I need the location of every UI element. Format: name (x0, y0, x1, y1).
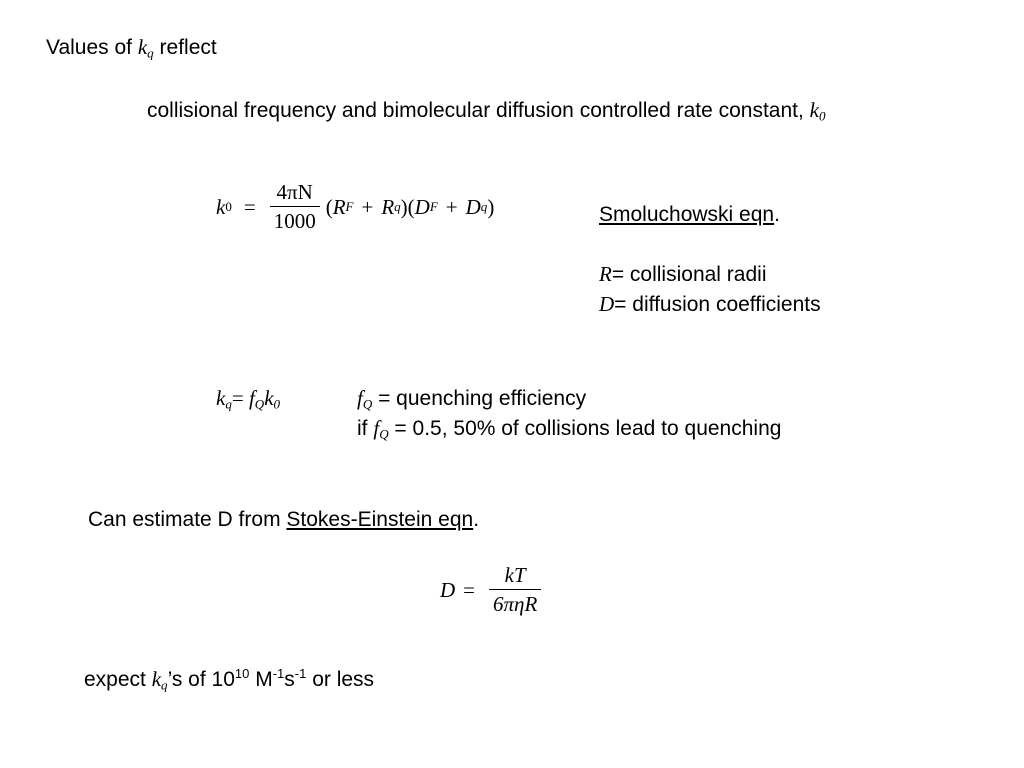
r-symbol: R (381, 194, 395, 219)
denominator: 6πηR (493, 592, 538, 616)
exponent: 10 (234, 666, 250, 682)
k-symbol: k (151, 667, 162, 691)
text: ’s of 10 (167, 668, 235, 691)
f-symbol: f (373, 416, 380, 440)
d-symbol: D (465, 194, 481, 219)
q-subscript: q (147, 45, 154, 61)
text: = quenching efficiency (372, 387, 587, 410)
text: if (357, 417, 374, 440)
d-symbol: D (414, 194, 430, 219)
fq-definition (357, 386, 587, 412)
definition-d (599, 294, 821, 315)
fraction (489, 565, 541, 615)
q-subscript: q (161, 677, 168, 693)
f-symbol: f (248, 386, 255, 410)
text: = 0.5, 50% of collisions lead to quenching (388, 417, 782, 440)
text: Can estimate D from (88, 508, 287, 531)
equals-sign: = (231, 386, 249, 410)
estimate-line (88, 509, 479, 530)
q-subscript: Q (379, 426, 389, 442)
expect-line (84, 666, 375, 693)
text: M (249, 668, 273, 691)
numerator: kT (504, 563, 526, 587)
zero-subscript: 0 (273, 396, 281, 412)
f-symbol: f (357, 386, 363, 410)
text: Values of (46, 36, 138, 59)
text: collisional frequency and bimolecular diffusion controlled rate constant, (147, 99, 810, 122)
line-collisional-frequency (147, 98, 826, 124)
definition-r (599, 264, 767, 285)
stokes-einstein-link[interactable]: Stokes-Einstein eqn (286, 508, 474, 531)
k-symbol: k (264, 386, 274, 410)
paren: )( (400, 194, 415, 219)
fq-example (357, 416, 782, 442)
smoluchowski-label (599, 204, 780, 225)
text: = diffusion coefficients (614, 293, 821, 316)
denominator: 1000 (273, 209, 316, 233)
text: or less (306, 668, 375, 691)
r-symbol: R (599, 262, 612, 286)
equals-sign: = (463, 577, 476, 602)
kq-equation (216, 386, 281, 412)
plus-sign: + (445, 194, 458, 219)
smoluchowski-equation: k 0 = $\frac{4\pi N}{1000}$ ( R F + R q )( D F + D q ) (216, 180, 495, 233)
text: expect (84, 668, 152, 691)
plus-sign: + (361, 194, 374, 219)
exponent: -1 (294, 666, 307, 682)
smoluchowski-link[interactable]: Smoluchowski eqn (599, 203, 775, 226)
paren: ) (487, 194, 495, 219)
equals-sign: = (243, 194, 256, 219)
stokes-einstein-equation (440, 565, 547, 615)
k-symbol: k (216, 194, 226, 219)
q-subscript: Q (254, 396, 265, 412)
text: reflect (153, 36, 217, 59)
paren: ( (325, 194, 333, 219)
exponent: -1 (272, 666, 285, 682)
period: . (473, 508, 480, 531)
d-symbol: D (440, 577, 456, 602)
fraction (270, 182, 320, 232)
r-symbol: R (332, 194, 346, 219)
k-symbol: k (137, 35, 148, 59)
text: = collisional radii (611, 263, 767, 286)
text: s (284, 668, 295, 691)
q-subscript: q (225, 396, 232, 412)
q-subscript: Q (362, 396, 373, 412)
zero-subscript: 0 (819, 108, 826, 124)
period: . (774, 203, 780, 226)
k-symbol: k (216, 386, 226, 410)
d-symbol: D (599, 292, 615, 316)
k-symbol: k (809, 98, 819, 122)
numerator: 4πN (276, 180, 313, 204)
line-values-of-kq (46, 35, 217, 61)
